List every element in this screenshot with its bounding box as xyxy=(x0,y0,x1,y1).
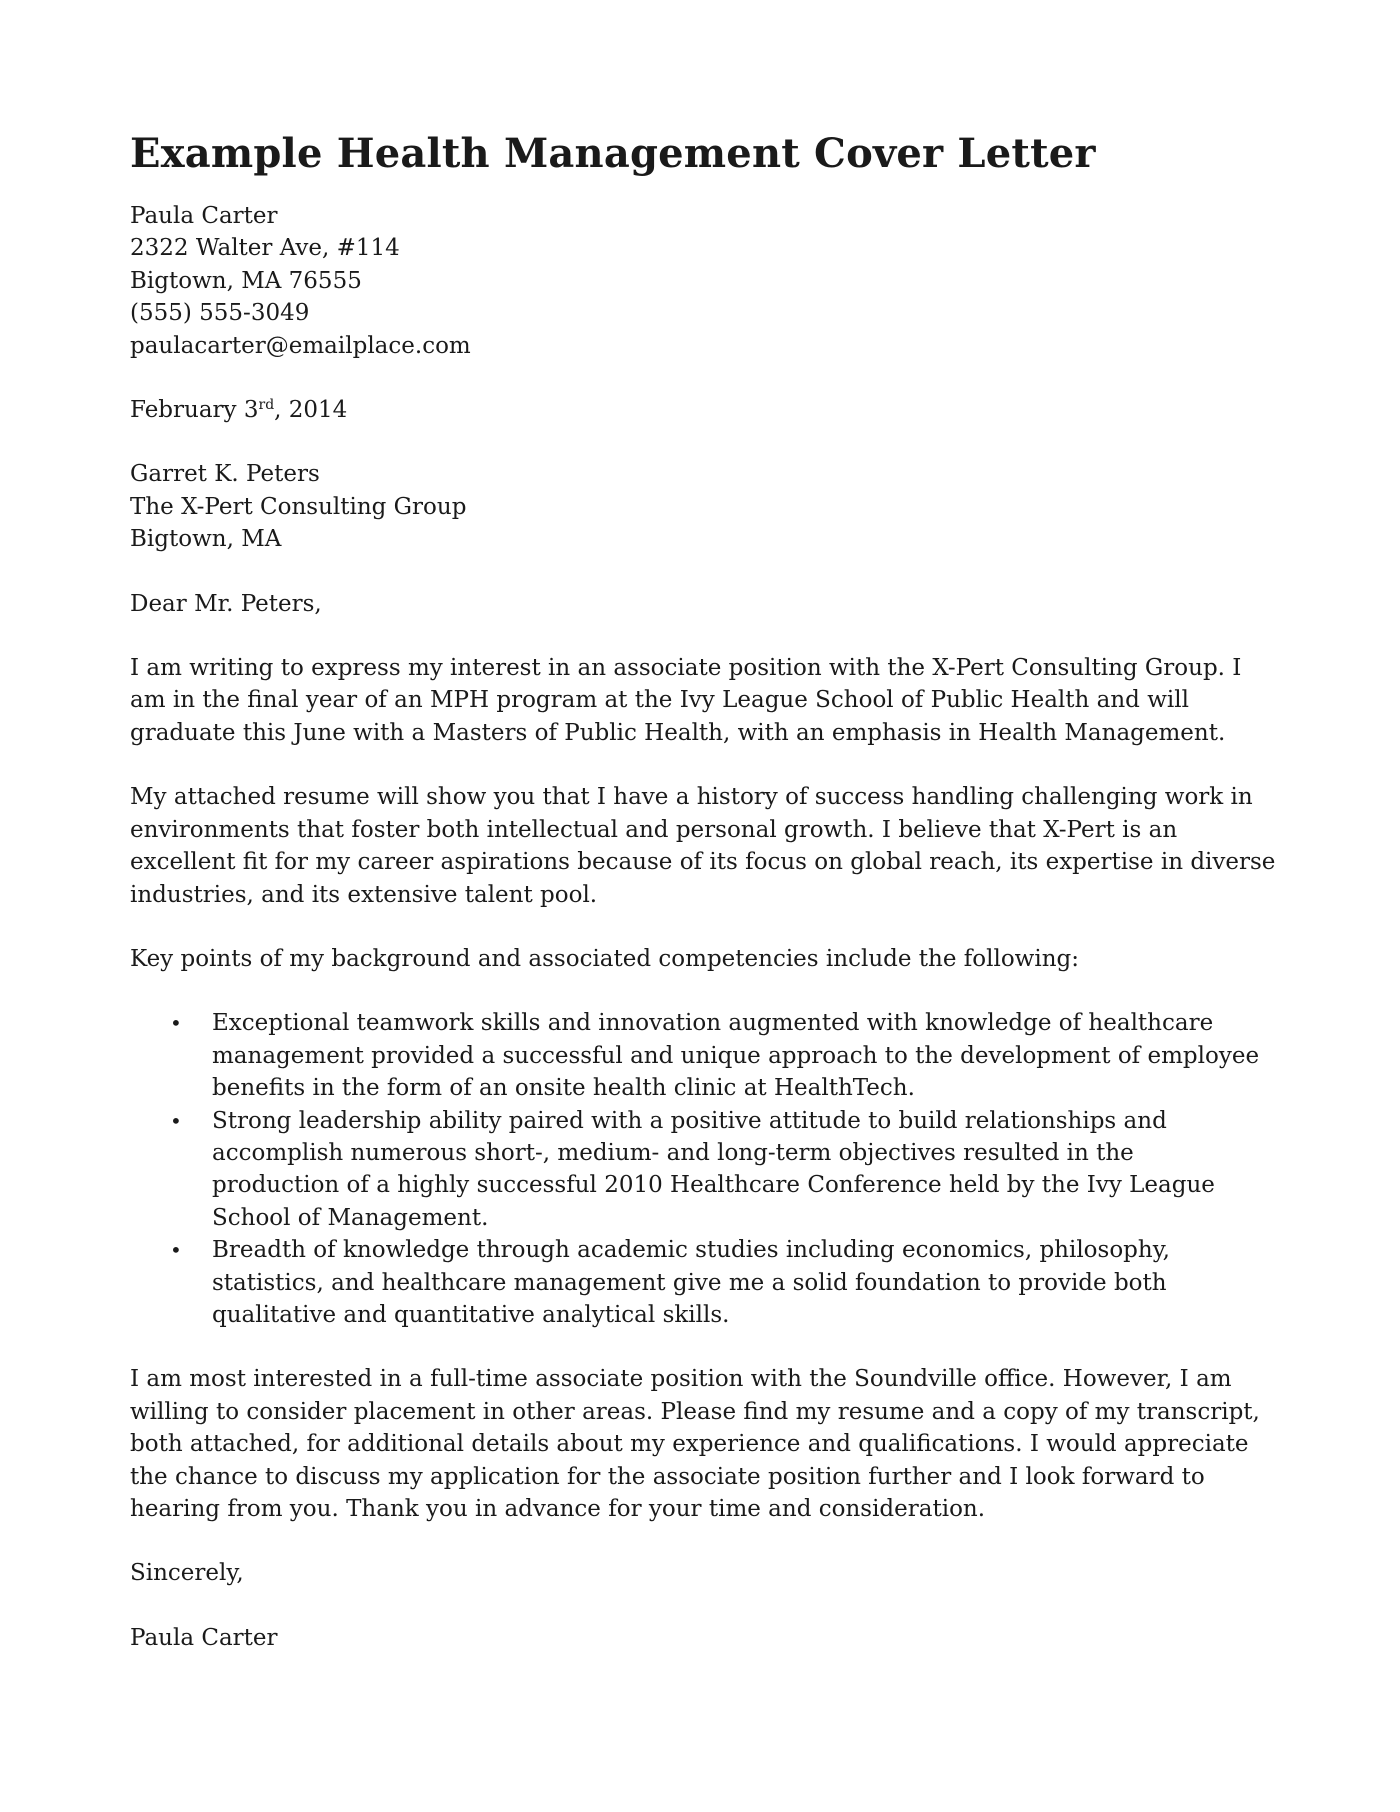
list-item-line: accomplish numerous short-, medium- and long-term objectives resulted in the xyxy=(212,1139,1134,1166)
key-points-intro xyxy=(130,943,1275,975)
list-item xyxy=(130,1007,1275,1104)
list-item-line: benefits in the form of an onsite health clinic at HealthTech. xyxy=(212,1075,915,1102)
paragraph-resume xyxy=(130,781,1275,911)
sender-street: 2322 Walter Ave, #114 xyxy=(130,235,400,262)
list-item-line: statistics, and healthcare management give me a solid foundation to provide both xyxy=(212,1269,1167,1296)
key-points-intro-text: Key points of my background and associated competencies include the following: xyxy=(130,945,1079,972)
date-suffix: rd xyxy=(258,397,275,414)
paragraph-line: environments that foster both intellectual and personal growth. I believe that X-Pert is an xyxy=(130,816,1178,843)
paragraph-line: industries, and its extensive talent pool. xyxy=(130,881,598,908)
paragraph-line: I am most interested in a full-time associate position with the Soundville office. However, I am xyxy=(130,1366,1232,1393)
list-item-line: Breadth of knowledge through academic studies including economics, philosophy, xyxy=(212,1237,1170,1264)
recipient-company: The X-Pert Consulting Group xyxy=(130,493,467,520)
list-item xyxy=(130,1105,1275,1235)
sender-email: paulacarter@emailplace.com xyxy=(130,332,471,359)
paragraph-line: willing to consider placement in other areas. Please find my resume and a copy of my transcript, xyxy=(130,1398,1260,1425)
paragraph-line: am in the final year of an MPH program at the Ivy League School of Public Health and will xyxy=(130,687,1189,714)
list-item-line: School of Management. xyxy=(212,1204,489,1231)
signature xyxy=(130,1622,1275,1654)
recipient-city: Bigtown, MA xyxy=(130,526,282,553)
closing xyxy=(130,1557,1275,1589)
recipient-name: Garret K. Peters xyxy=(130,461,320,488)
key-points-list xyxy=(130,1007,1275,1331)
letter-body xyxy=(130,200,1275,1654)
letter-date xyxy=(130,394,1275,426)
sender-city: Bigtown, MA 76555 xyxy=(130,267,362,294)
salutation xyxy=(130,588,1275,620)
date-line xyxy=(130,394,1275,426)
paragraph-line: both attached, for additional details about my experience and qualifications. I would appreciate xyxy=(130,1431,1249,1458)
paragraph-intro xyxy=(130,652,1275,749)
bullet-icon: • xyxy=(170,1108,182,1133)
cover-letter-page xyxy=(130,130,1275,1686)
sender-phone: (555) 555-3049 xyxy=(130,300,310,327)
bullet-icon: • xyxy=(170,1011,182,1036)
paragraph-line: the chance to discuss my application for the associate position further and I look forward to xyxy=(130,1463,1205,1490)
date-year: , 2014 xyxy=(274,397,348,424)
list-item-line: Strong leadership ability paired with a positive attitude to build relationships and xyxy=(212,1107,1167,1134)
date-month-day: February 3 xyxy=(130,397,259,424)
paragraph-closing xyxy=(130,1363,1275,1525)
list-item-line: qualitative and quantitative analytical skills. xyxy=(212,1301,730,1328)
sender-address-block xyxy=(130,200,1275,362)
list-item-line: management provided a successful and unique approach to the development of employee xyxy=(212,1042,1260,1069)
recipient-address-block xyxy=(130,458,1275,555)
list-item-line: Exceptional teamwork skills and innovation augmented with knowledge of healthcare xyxy=(212,1010,1214,1037)
list-item-line: production of a highly successful 2010 Healthcare Conference held by the Ivy League xyxy=(212,1172,1215,1199)
salutation-text: Dear Mr. Peters, xyxy=(130,590,322,617)
list-item xyxy=(130,1234,1275,1331)
document-title: Example Health Management Cover Letter xyxy=(130,130,1096,177)
paragraph-line: I am writing to express my interest in an associate position with the X-Pert Consulting Group. I xyxy=(130,655,1242,682)
bullet-icon: • xyxy=(170,1238,182,1263)
paragraph-line: graduate this June with a Masters of Public Health, with an emphasis in Health Management. xyxy=(130,719,1226,746)
signature-name: Paula Carter xyxy=(130,1624,278,1651)
paragraph-line: My attached resume will show you that I have a history of success handling challenging work in xyxy=(130,784,1253,811)
paragraph-line: hearing from you. Thank you in advance for your time and consideration. xyxy=(130,1496,986,1522)
paragraph-line: excellent fit for my career aspirations because of its focus on global reach, its expertise in diverse xyxy=(130,849,1276,876)
closing-text: Sincerely, xyxy=(130,1560,244,1587)
sender-name: Paula Carter xyxy=(130,203,278,229)
